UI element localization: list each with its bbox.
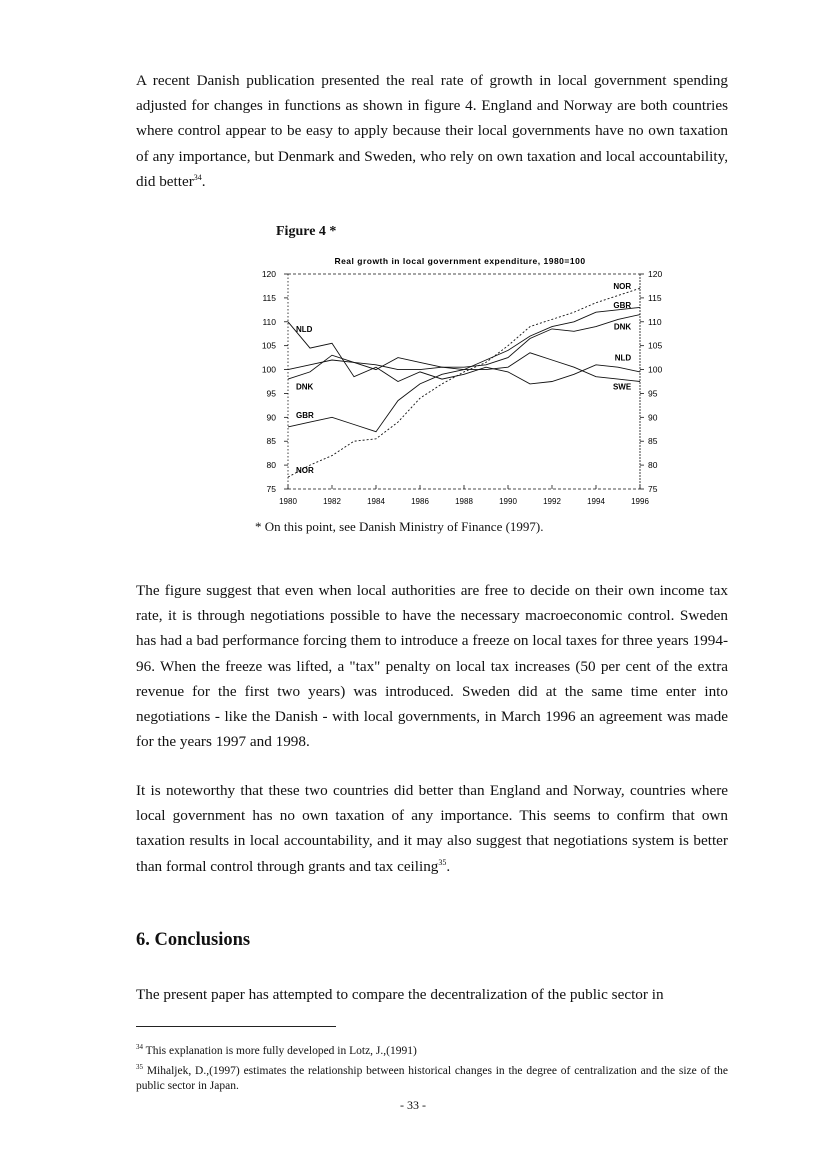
y-tick-label-right: 110 <box>648 316 662 327</box>
footnote-marker: 34 <box>136 1043 143 1052</box>
y-tick-label-left: 85 <box>266 436 276 447</box>
y-tick-label-left: 100 <box>261 364 276 375</box>
x-tick-label: 1992 <box>543 497 561 506</box>
x-tick-label: 1996 <box>631 497 649 506</box>
y-tick-label-left: 75 <box>266 484 276 494</box>
y-tick-label-right: 75 <box>648 484 658 494</box>
series-label-right-gbr: GBR <box>613 301 632 311</box>
y-tick-label-left: 95 <box>266 388 276 399</box>
series-label-left-gbr: GBR <box>296 410 314 420</box>
y-tick-label-left: 105 <box>261 340 276 351</box>
intro-paragraph <box>136 68 728 194</box>
conclusions-text: The present paper has attempted to compare the decentralization of the public sector in <box>136 986 664 1003</box>
section-heading: 6. Conclusions <box>136 930 251 950</box>
footnote-text: This explanation is more fully developed in Lotz, J.,(1991) <box>145 1045 417 1057</box>
body-text-3: It is noteworthy that these two countries did better than England and Norway, countries where local government has no own taxation of any importance. This seems to confirm that own taxation results in local accountability, and it may also suggest that negotiations system is better than formal control through grants and tax ceiling <box>136 782 728 875</box>
footnote-ref-34[interactable]: 34 <box>193 172 202 182</box>
series-label-left-nld: NLD <box>296 324 313 334</box>
body-paragraph-2 <box>136 578 728 754</box>
y-tick-label-right: 80 <box>648 460 658 471</box>
body-text-2: The figure suggest that even when local authorities are free to decide on their own income tax rate, it is through negotiations possible to have the necessary macroeconomic control. Sweden has had a bad performance forcing them to introduce a freeze on local taxes for three years 1994-96. When the freeze was lifted, a "tax" penalty on local tax increases (50 per cent of the extra revenue for the first two years) was introduced. Sweden did at the same time enter into negotiations - like the Danish - with local governments, in March 1996 an agreement was made for the years 1997 and 1998. <box>136 582 728 751</box>
x-tick-label: 1982 <box>323 497 341 506</box>
series-label-right-nor: NOR <box>613 281 632 291</box>
y-tick-label-right: 85 <box>648 436 658 447</box>
footnote-divider <box>136 1026 336 1027</box>
figure-label: Figure 4 * <box>276 224 337 239</box>
y-tick-label-right: 95 <box>648 388 658 399</box>
y-tick-label-right: 120 <box>648 269 663 279</box>
x-tick-label: 1988 <box>455 497 473 506</box>
y-tick-label-left: 90 <box>266 412 276 423</box>
x-tick-label: 1990 <box>499 497 517 506</box>
page-number: - 33 - <box>400 1098 426 1112</box>
y-tick-label-left: 110 <box>262 316 276 327</box>
y-tick-label-right: 115 <box>648 292 662 303</box>
y-tick-label-left: 80 <box>266 460 276 471</box>
y-tick-label-right: 90 <box>648 412 658 423</box>
figure-note: * On this point, see Danish Ministry of Finance (1997). <box>255 519 544 534</box>
chart-title: Real growth in local government expenditure, 1980=100 <box>334 256 586 266</box>
y-tick-label-right: 100 <box>648 364 663 375</box>
body-end-3: . <box>446 857 451 875</box>
y-tick-label-left: 120 <box>261 269 276 279</box>
y-tick-label-right: 105 <box>648 340 663 351</box>
intro-end: . <box>201 172 206 190</box>
x-tick-label: 1986 <box>411 497 429 506</box>
series-label-left-dnk: DNK <box>296 382 314 392</box>
intro-text: A recent Danish publication presented the real rate of growth in local government spending adjusted for changes in functions as shown in figure 4. England and Norway are both countries where control appear to be easy to apply because their local governments have no own taxation of any importance, but Denmark and Sweden, who rely on own taxation and local accountability, did better <box>136 72 728 190</box>
series-label-right-dnk: DNK <box>613 322 632 332</box>
body-paragraph-3 <box>136 778 728 879</box>
series-label-left-nor: NOR <box>296 465 314 475</box>
footnote-marker: 35 <box>136 1063 143 1072</box>
x-tick-label: 1984 <box>367 497 385 506</box>
series-line-nor <box>288 288 640 477</box>
chart-series-labels <box>296 282 632 475</box>
footnote-text: Mihaljek, D.,(1997) estimates the relationship between historical changes in the degree of centralization and the size of the public sector in Japan. <box>136 1065 729 1092</box>
series-label-right-nld: NLD <box>614 353 632 363</box>
footnote-ref-35[interactable]: 35 <box>438 857 447 867</box>
series-line-gbr <box>288 307 640 431</box>
y-tick-label-left: 115 <box>262 292 276 303</box>
figure-4-chart <box>240 246 670 516</box>
x-tick-label: 1980 <box>279 497 297 506</box>
series-line-nld <box>288 322 640 384</box>
chart-series <box>288 288 640 477</box>
footnote-35 <box>136 1064 728 1094</box>
x-tick-label: 1994 <box>587 497 605 506</box>
footnote-34 <box>136 1044 728 1059</box>
conclusions-paragraph <box>136 982 728 1007</box>
series-label-right-swe: SWE <box>612 382 632 392</box>
chart-axes <box>262 269 663 506</box>
